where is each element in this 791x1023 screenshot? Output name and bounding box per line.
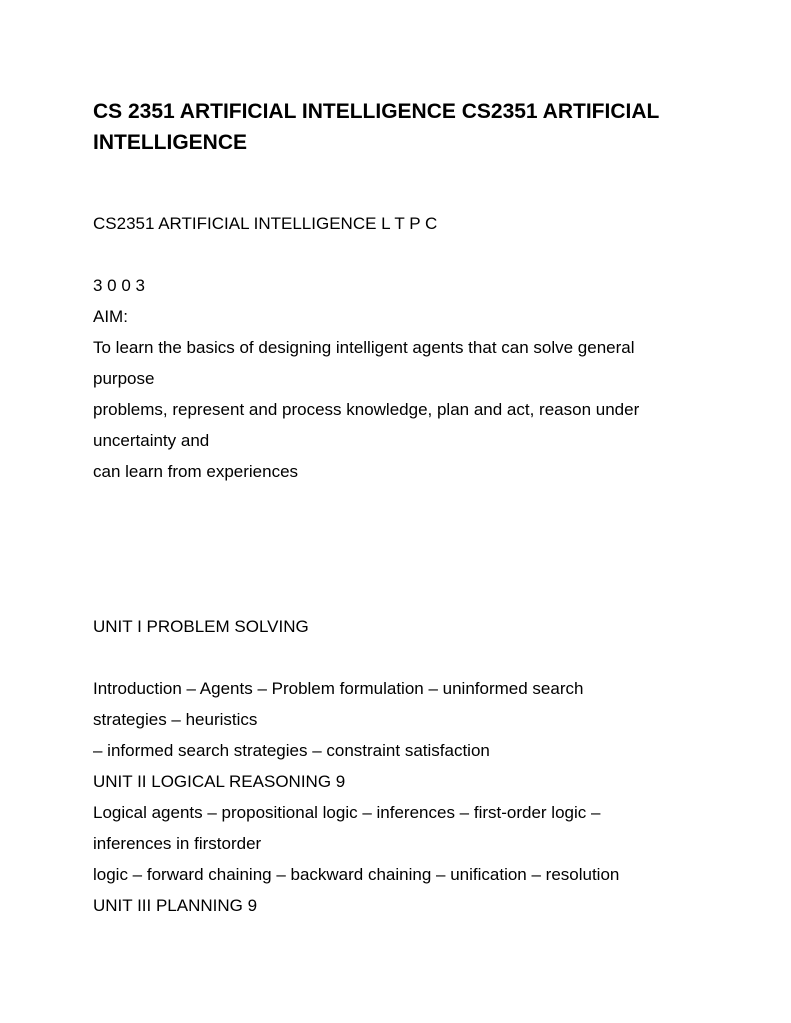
unit-2-text-line: Logical agents – propositional logic – inferences – first-order logic – [93, 803, 601, 822]
document-title: CS 2351 ARTIFICIAL INTELLIGENCE CS2351 ARTIFICIAL INTELLIGENCE [93, 100, 659, 154]
aim-text-line: purpose [93, 369, 155, 388]
aim-text-line: uncertainty and [93, 431, 210, 450]
course-code-line: CS2351 ARTIFICIAL INTELLIGENCE L T P C [93, 214, 438, 233]
unit-1-text-line: – informed search strategies – constraint satisfaction [93, 741, 490, 760]
aim-text-line: To learn the basics of designing intelligent agents that can solve general [93, 338, 635, 357]
unit-3-heading: UNIT III PLANNING 9 [93, 896, 258, 915]
unit-2-heading: UNIT II LOGICAL REASONING 9 [93, 772, 346, 791]
unit-1-text-line: strategies – heuristics [93, 710, 258, 729]
unit-2-text-line: logic – forward chaining – backward chaining – unification – resolution [93, 865, 620, 884]
aim-heading: AIM: [93, 307, 128, 326]
aim-text-line: can learn from experiences [93, 462, 299, 481]
aim-text-line: problems, represent and process knowledge, plan and act, reason under [93, 400, 640, 419]
unit-1-text-line: Introduction – Agents – Problem formulation – uninformed search [93, 679, 584, 698]
unit-2-text-line: inferences in firstorder [93, 834, 262, 853]
credits-line: 3 0 0 3 [93, 276, 145, 295]
unit-1-heading: UNIT I PROBLEM SOLVING [93, 617, 309, 636]
